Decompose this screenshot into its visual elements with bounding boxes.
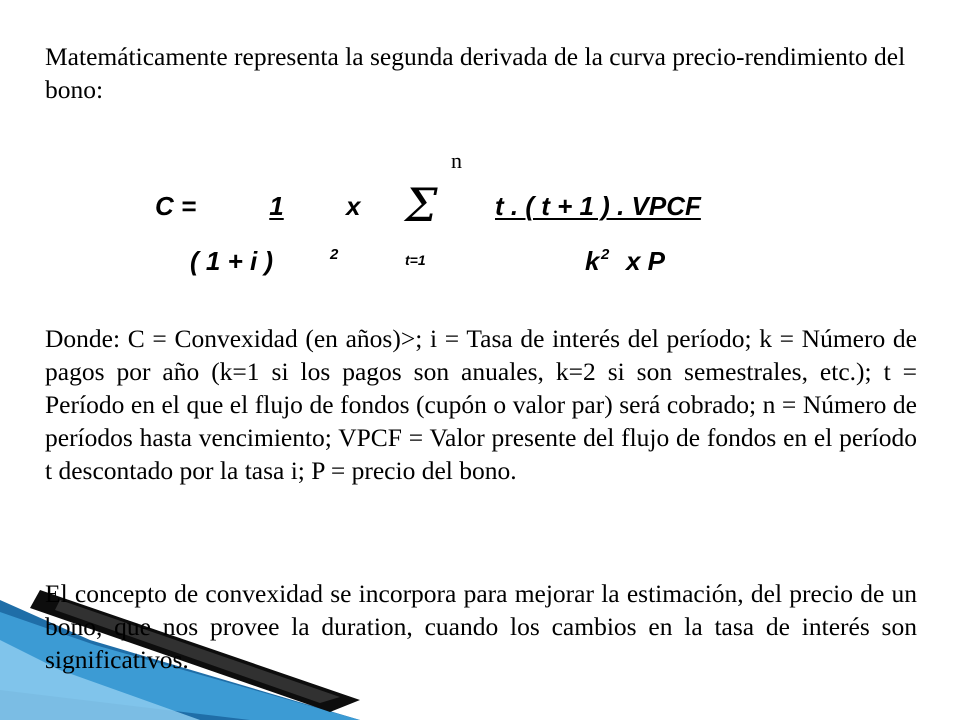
summation-symbol: Σ [405, 178, 438, 232]
sum-upper-limit: n [451, 148, 462, 173]
numerator-right: t . ( t + 1 ) . VPCF [495, 191, 701, 221]
formula-lhs: C = [155, 191, 197, 221]
definitions-paragraph: Donde: C = Convexidad (en años)>; i = Tasa de interés del período; k = Número de pagos por año (k=1 si los pagos son anuales, k=2 si son semestrales, etc.); t = Período en el que el flujo de fondos (cupón o valor par) será cobrado; n = Número de períodos hasta vencimiento; VPCF = Valor presente del flujo de fondos en el período t descontado por la tasa i; P = precio del bono. [45, 324, 917, 485]
denominator-right-rest: x P [626, 246, 666, 276]
times-operator-1: x [346, 191, 361, 221]
denominator-right-base: k [585, 246, 600, 276]
sum-lower-limit: t=1 [405, 252, 426, 268]
denominator-left-exponent: 2 [330, 246, 339, 263]
denominator-left: ( 1 + i ) [190, 246, 274, 276]
convexity-formula [0, 0, 960, 300]
intro-paragraph: Matemáticamente representa la segunda derivada de la curva precio-rendimiento del bono: [45, 42, 906, 104]
denominator-right-exponent: 2 [601, 246, 610, 263]
numerator-left: 1 [269, 191, 284, 221]
closing-paragraph: El concepto de convexidad se incorpora para mejorar la estimación, del precio de un bono, que nos provee la duration, cuando los cambios en la tasa de interés son significativos. [45, 579, 917, 674]
